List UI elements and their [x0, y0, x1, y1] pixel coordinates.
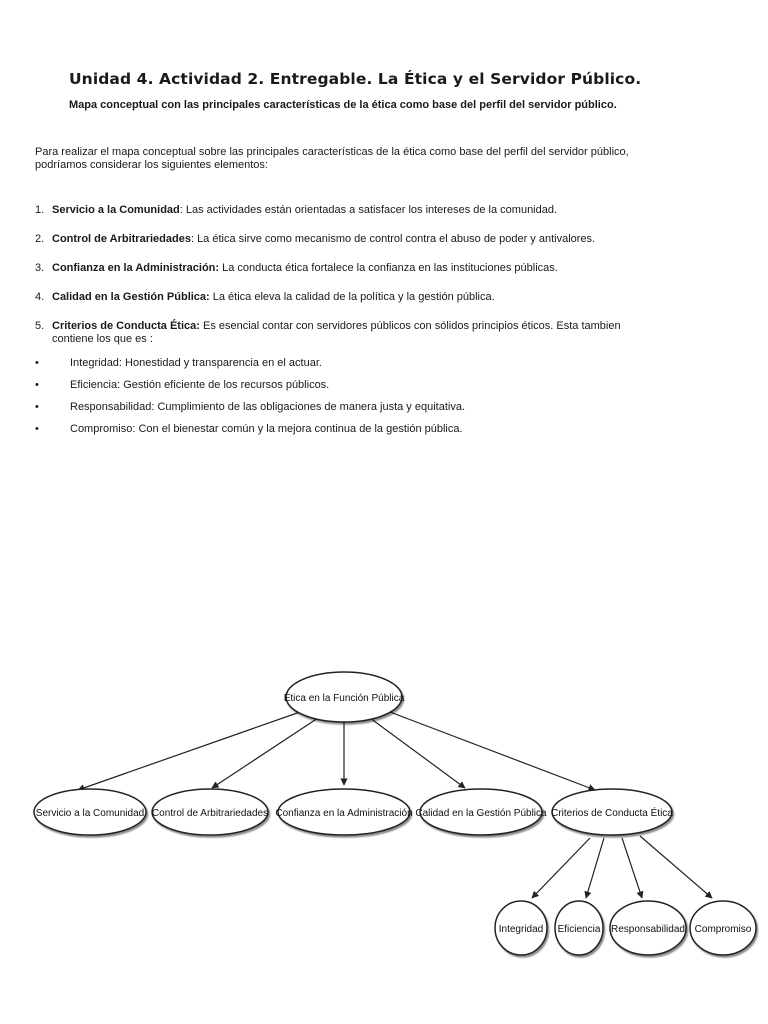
- list-item-term: Servicio a la Comunidad: [52, 204, 180, 216]
- node-servicio-comunidad: [34, 789, 146, 835]
- node-label: Control de Arbitrariedades: [151, 808, 269, 819]
- list-item-description: : Las actividades están orientadas a satisfacer los intereses de la comunidad.: [179, 204, 558, 216]
- connector-root-criterios: [390, 712, 595, 790]
- list-item-number: 1.: [35, 204, 45, 216]
- node-responsabilidad: [610, 901, 686, 955]
- intro-line-2: podríamos considerar los siguientes elementos:: [35, 159, 268, 171]
- node-label: Eficiencia: [557, 924, 601, 935]
- list-item-body: [52, 204, 692, 217]
- node-label: Responsabilidad: [611, 924, 685, 935]
- list-item-description: La ética eleva la calidad de la política y la gestión pública.: [209, 291, 495, 303]
- connector-root-control: [212, 718, 318, 788]
- node-compromiso: [690, 901, 756, 955]
- list-item-continuation: contiene los que es :: [52, 333, 153, 345]
- document-subtitle: Mapa conceptual con las principales características de la ética como base del perfil del servidor público.: [69, 99, 617, 111]
- connector-criterios-responsabilidad: [622, 838, 642, 898]
- node-integridad: [495, 901, 547, 955]
- node-label: Criterios de Conducta Ética: [551, 808, 673, 819]
- connector-root-calidad: [370, 718, 465, 788]
- node-label: Calidad en la Gestión Pública: [415, 808, 547, 819]
- bullet-text: Responsabilidad: Cumplimiento de las obligaciones de manera justa y equitativa.: [70, 401, 466, 413]
- bullet-mark: •: [35, 357, 39, 369]
- connector-criterios-compromiso: [640, 836, 712, 898]
- list-item-number: 3.: [35, 262, 45, 274]
- bullet-text: Compromiso: Con el bienestar común y la mejora continua de la gestión pública.: [70, 423, 463, 435]
- bullet-text: Integridad: Honestidad y transparencia en el actuar.: [70, 357, 322, 369]
- list-item-description: : La ética sirve como mecanismo de control contra el abuso de poder y antivalores.: [190, 233, 596, 245]
- list-item-body: [52, 291, 692, 304]
- node-eficiencia: [555, 901, 603, 955]
- list-item-body: [52, 262, 692, 275]
- node-label: Compromiso: [694, 924, 752, 935]
- node-confianza-administracion: [275, 789, 412, 835]
- list-item-number: 2.: [35, 233, 45, 245]
- list-item-number: 4.: [35, 291, 45, 303]
- node-label: Servicio a la Comunidad: [35, 808, 145, 819]
- list-item-description: Es esencial contar con servidores públicos con sólidos principios éticos. Esta tambien: [199, 320, 621, 332]
- bullet-mark: •: [35, 379, 39, 391]
- bullet-mark: •: [35, 401, 39, 413]
- node-criterios-conducta: [551, 789, 673, 835]
- connector-root-servicio: [78, 712, 300, 790]
- node-root-label: Ética en la Función Pública: [283, 693, 405, 704]
- list-item-description: La conducta ética fortalece la confianza en las instituciones públicas.: [219, 262, 558, 274]
- node-root: [284, 672, 405, 722]
- list-item-term: Confianza en la Administración:: [52, 262, 220, 274]
- list-item-body: [52, 320, 692, 346]
- list-item-term: Control de Arbitrariedades: [52, 233, 191, 245]
- document-title: Unidad 4. Actividad 2. Entregable. La Ética y el Servidor Público.: [69, 70, 642, 88]
- connector-criterios-integridad: [532, 838, 590, 898]
- list-item-body: [52, 233, 692, 246]
- connector-criterios-eficiencia: [586, 838, 604, 898]
- intro-paragraph: [35, 146, 695, 172]
- node-label: Confianza en la Administración: [275, 808, 413, 819]
- list-item-term: Calidad en la Gestión Pública:: [52, 291, 210, 303]
- node-control-arbitrariedades: [152, 789, 268, 835]
- node-label: Integridad: [498, 924, 544, 935]
- list-item-number: 5.: [35, 320, 45, 332]
- concept-map: [0, 640, 768, 980]
- bullet-mark: •: [35, 423, 39, 435]
- bullet-text: Eficiencia: Gestión eficiente de los recursos públicos.: [70, 379, 330, 391]
- list-item-term: Criterios de Conducta Ética:: [52, 320, 200, 332]
- node-calidad-gestion: [415, 789, 547, 835]
- intro-line-1: Para realizar el mapa conceptual sobre las principales características de la ética como base del perfil del servidor público,: [35, 146, 629, 158]
